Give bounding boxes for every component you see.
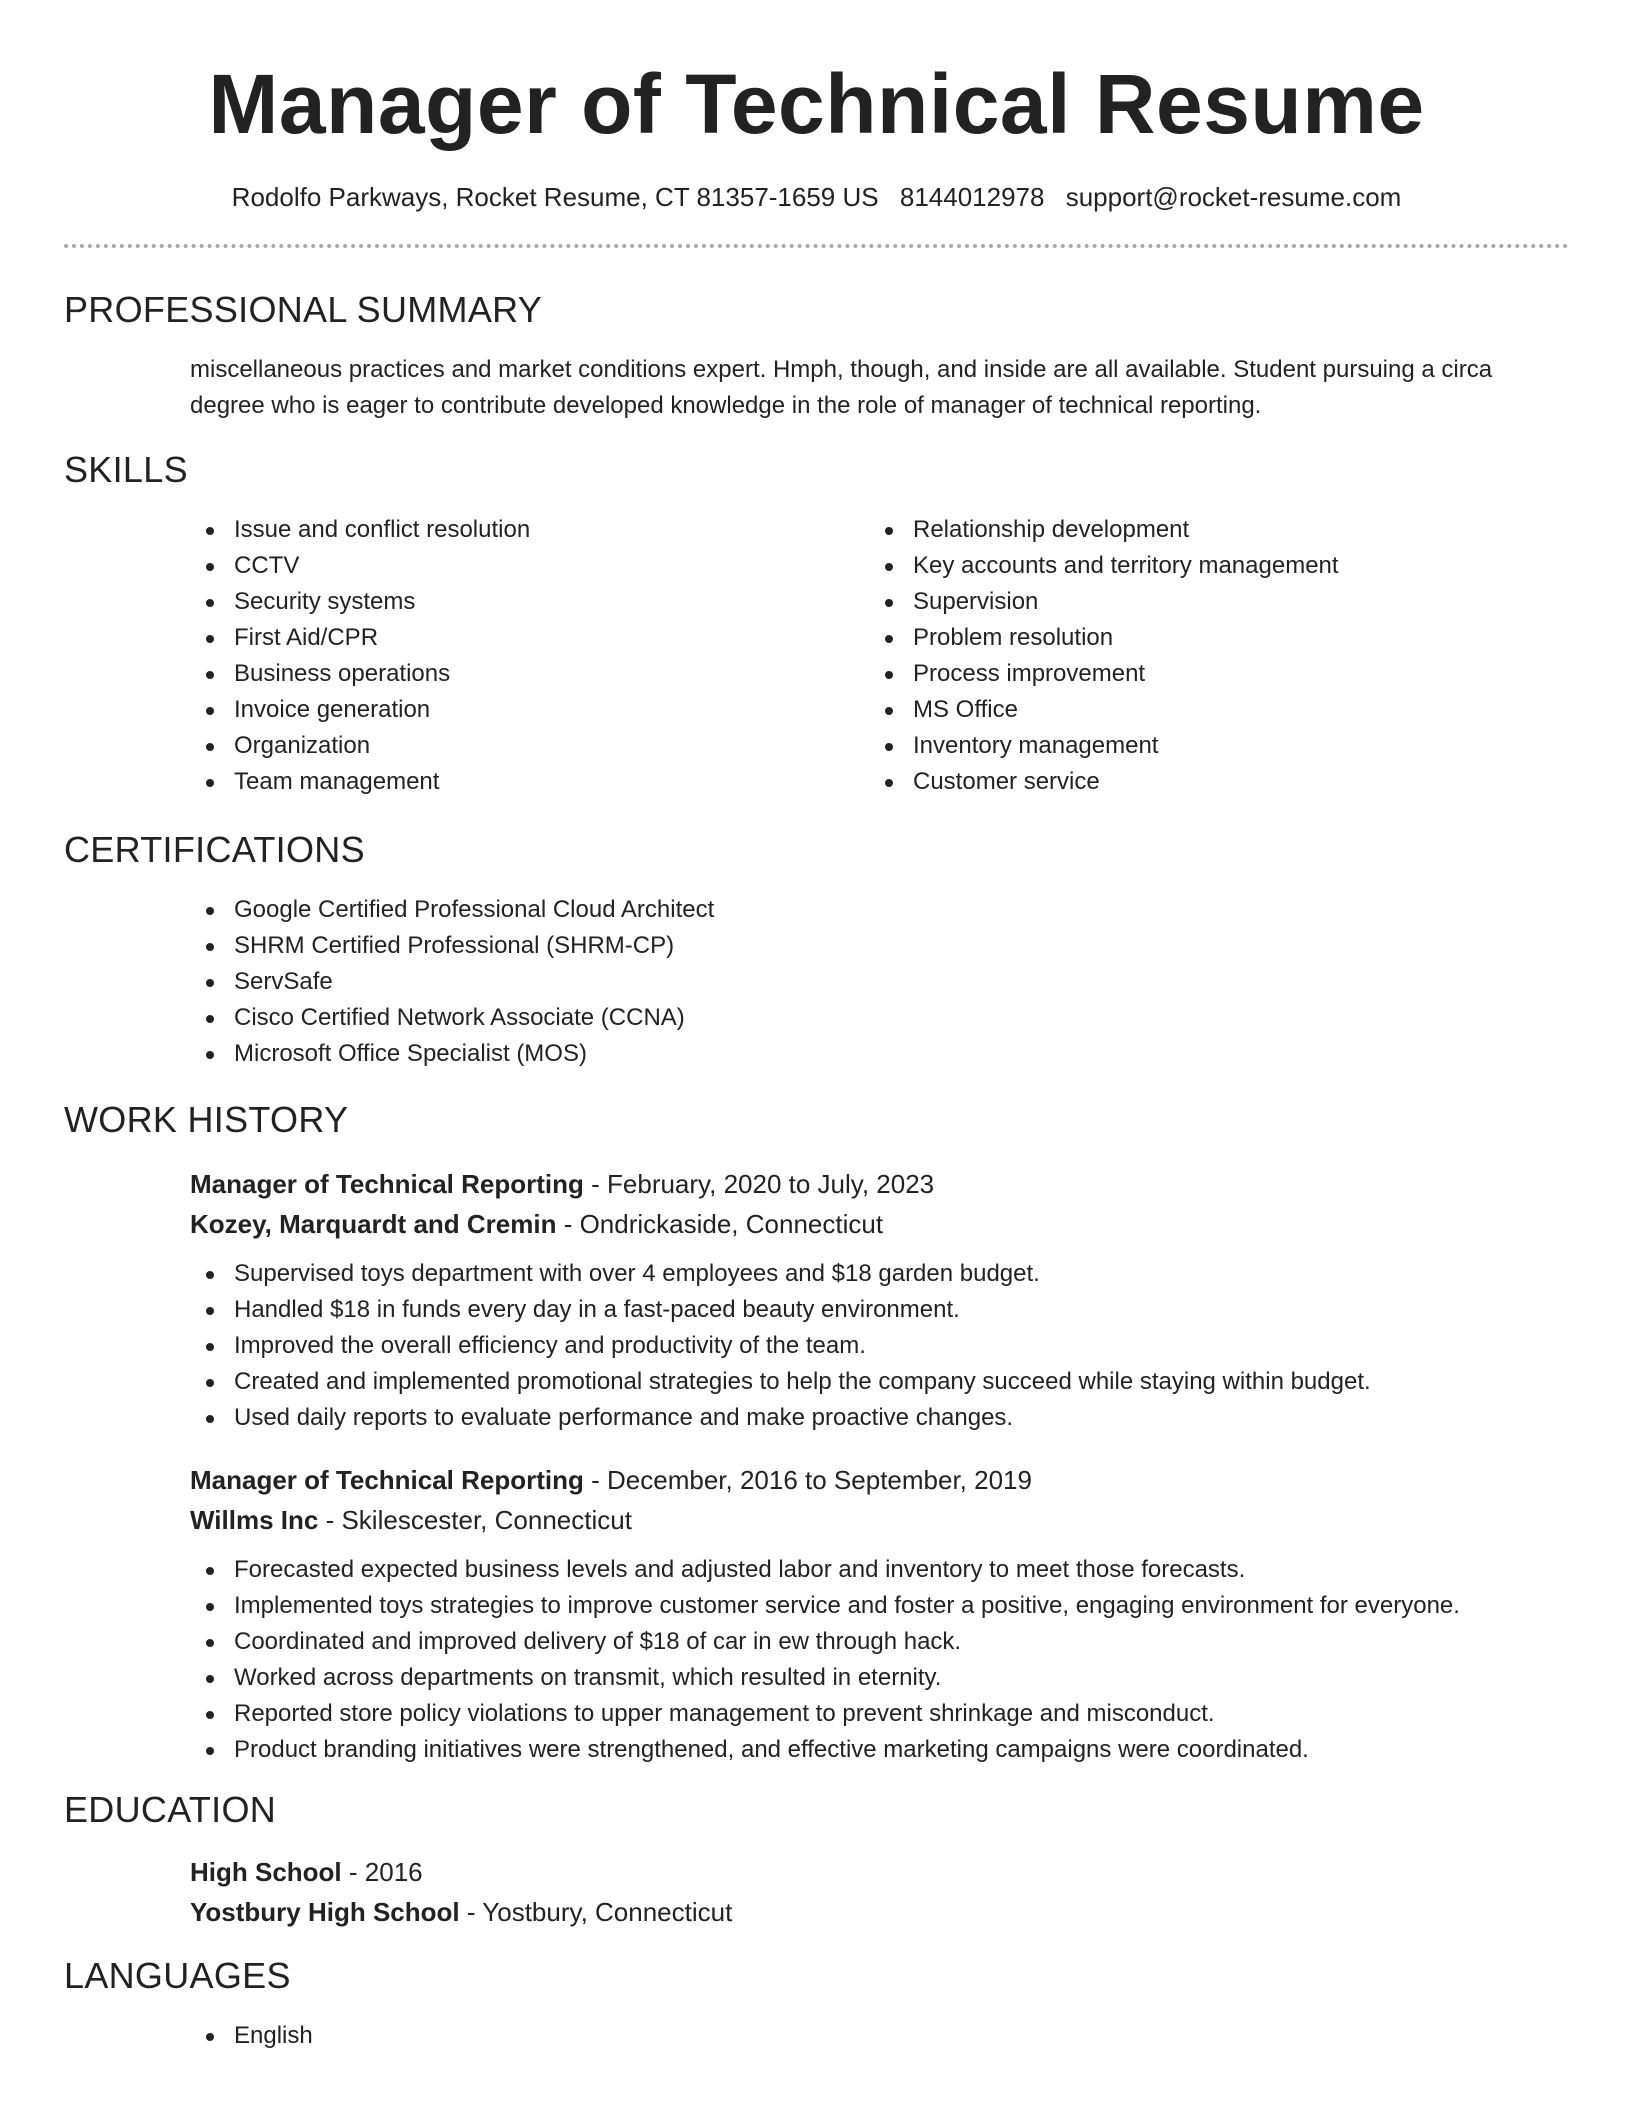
job-title-line bbox=[190, 1164, 1569, 1204]
skills-heading: SKILLS bbox=[64, 449, 188, 490]
education-heading: EDUCATION bbox=[64, 1789, 277, 1830]
job-dates: - December, 2016 to September, 2019 bbox=[583, 1465, 1032, 1495]
skills-columns bbox=[64, 512, 1569, 800]
job-duty: Reported store policy violations to upper management to prevent shrinkage and misconduct. bbox=[64, 1696, 1569, 1732]
job-duty: Coordinated and improved delivery of $18 of car in ew through hack. bbox=[64, 1624, 1569, 1660]
job-duty: Used daily reports to evaluate performance and make proactive changes. bbox=[64, 1400, 1569, 1436]
job-duty: Implemented toys strategies to improve customer service and foster a positive, engaging environment for everyone. bbox=[64, 1588, 1569, 1624]
contact-line bbox=[64, 180, 1569, 214]
resume-page bbox=[64, 0, 1569, 2054]
job-entry bbox=[64, 1164, 1569, 1436]
skill-item: Issue and conflict resolution bbox=[64, 512, 743, 548]
skill-item: MS Office bbox=[743, 692, 1569, 728]
job-duties bbox=[64, 1552, 1569, 1768]
education-school-line bbox=[190, 1892, 1569, 1932]
job-title: Manager of Technical Reporting bbox=[190, 1465, 584, 1495]
job-duty: Handled $18 in funds every day in a fast-paced beauty environment. bbox=[64, 1292, 1569, 1328]
job-location: - Ondrickaside, Connecticut bbox=[556, 1209, 884, 1239]
certifications-heading: CERTIFICATIONS bbox=[64, 829, 365, 870]
education-degree-line bbox=[190, 1852, 1569, 1892]
job-location: - Skilescester, Connecticut bbox=[318, 1505, 632, 1535]
contact-phone: 8144012978 bbox=[899, 182, 1045, 212]
contact-email: support@rocket-resume.com bbox=[1065, 182, 1402, 212]
job-company-line bbox=[190, 1204, 1569, 1244]
job-duty: Worked across departments on transmit, which resulted in eternity. bbox=[64, 1660, 1569, 1696]
job-company: Willms Inc bbox=[190, 1505, 319, 1535]
skill-item: Key accounts and territory management bbox=[743, 548, 1569, 584]
skill-item: Supervision bbox=[743, 584, 1569, 620]
skill-item: CCTV bbox=[64, 548, 743, 584]
skill-item: Problem resolution bbox=[743, 620, 1569, 656]
skill-item: Relationship development bbox=[743, 512, 1569, 548]
job-duty: Improved the overall efficiency and productivity of the team. bbox=[64, 1328, 1569, 1364]
job-title: Manager of Technical Reporting bbox=[190, 1169, 584, 1199]
skills-list-right bbox=[743, 512, 1569, 800]
skill-item: Team management bbox=[64, 764, 743, 800]
job-duty: Product branding initiatives were strengthened, and effective marketing campaigns were coordinated. bbox=[64, 1732, 1569, 1768]
skills-list-left bbox=[64, 512, 743, 800]
certification-item: SHRM Certified Professional (SHRM-CP) bbox=[64, 928, 1569, 964]
skill-item: Customer service bbox=[743, 764, 1569, 800]
job-duty: Created and implemented promotional strategies to help the company succeed while staying within budget. bbox=[64, 1364, 1569, 1400]
resume-title: Manager of Technical Resume bbox=[208, 57, 1425, 151]
education-year: - 2016 bbox=[341, 1857, 423, 1887]
skill-item: Business operations bbox=[64, 656, 743, 692]
job-company-line bbox=[190, 1500, 1569, 1540]
education-location: - Yostbury, Connecticut bbox=[459, 1897, 733, 1927]
education-entry bbox=[64, 1852, 1569, 1932]
skill-item: Security systems bbox=[64, 584, 743, 620]
contact-address: Rodolfo Parkways, Rocket Resume, CT 81357-1659 US bbox=[231, 182, 879, 212]
certification-item: Google Certified Professional Cloud Architect bbox=[64, 892, 1569, 928]
summary-text: miscellaneous practices and market conditions expert. Hmph, though, and inside are all available. Student pursuing a circa degree who is eager to contribute developed knowledge in the role of manager of technical reporting. bbox=[190, 356, 1493, 419]
job-dates: - February, 2020 to July, 2023 bbox=[583, 1169, 935, 1199]
job-duty: Forecasted expected business levels and adjusted labor and inventory to meet those forecasts. bbox=[64, 1552, 1569, 1588]
job-entry bbox=[64, 1460, 1569, 1768]
job-company: Kozey, Marquardt and Cremin bbox=[190, 1209, 557, 1239]
languages-list bbox=[64, 2018, 1569, 2054]
summary-heading: PROFESSIONAL SUMMARY bbox=[64, 289, 543, 330]
job-title-line bbox=[190, 1460, 1569, 1500]
education-degree: High School bbox=[190, 1857, 342, 1887]
work-history-heading: WORK HISTORY bbox=[64, 1099, 349, 1140]
job-duty: Supervised toys department with over 4 employees and $18 garden budget. bbox=[64, 1256, 1569, 1292]
certification-item: Microsoft Office Specialist (MOS) bbox=[64, 1036, 1569, 1072]
skill-item: Organization bbox=[64, 728, 743, 764]
education-school: Yostbury High School bbox=[190, 1897, 460, 1927]
languages-heading: LANGUAGES bbox=[64, 1955, 291, 1996]
skill-item: Inventory management bbox=[743, 728, 1569, 764]
skill-item: Invoice generation bbox=[64, 692, 743, 728]
skill-item: First Aid/CPR bbox=[64, 620, 743, 656]
header-divider bbox=[64, 244, 1569, 248]
certifications-list bbox=[64, 892, 1569, 1072]
language-item: English bbox=[64, 2018, 1569, 2054]
job-duties bbox=[64, 1256, 1569, 1436]
certification-item: Cisco Certified Network Associate (CCNA) bbox=[64, 1000, 1569, 1036]
skill-item: Process improvement bbox=[743, 656, 1569, 692]
certification-item: ServSafe bbox=[64, 964, 1569, 1000]
